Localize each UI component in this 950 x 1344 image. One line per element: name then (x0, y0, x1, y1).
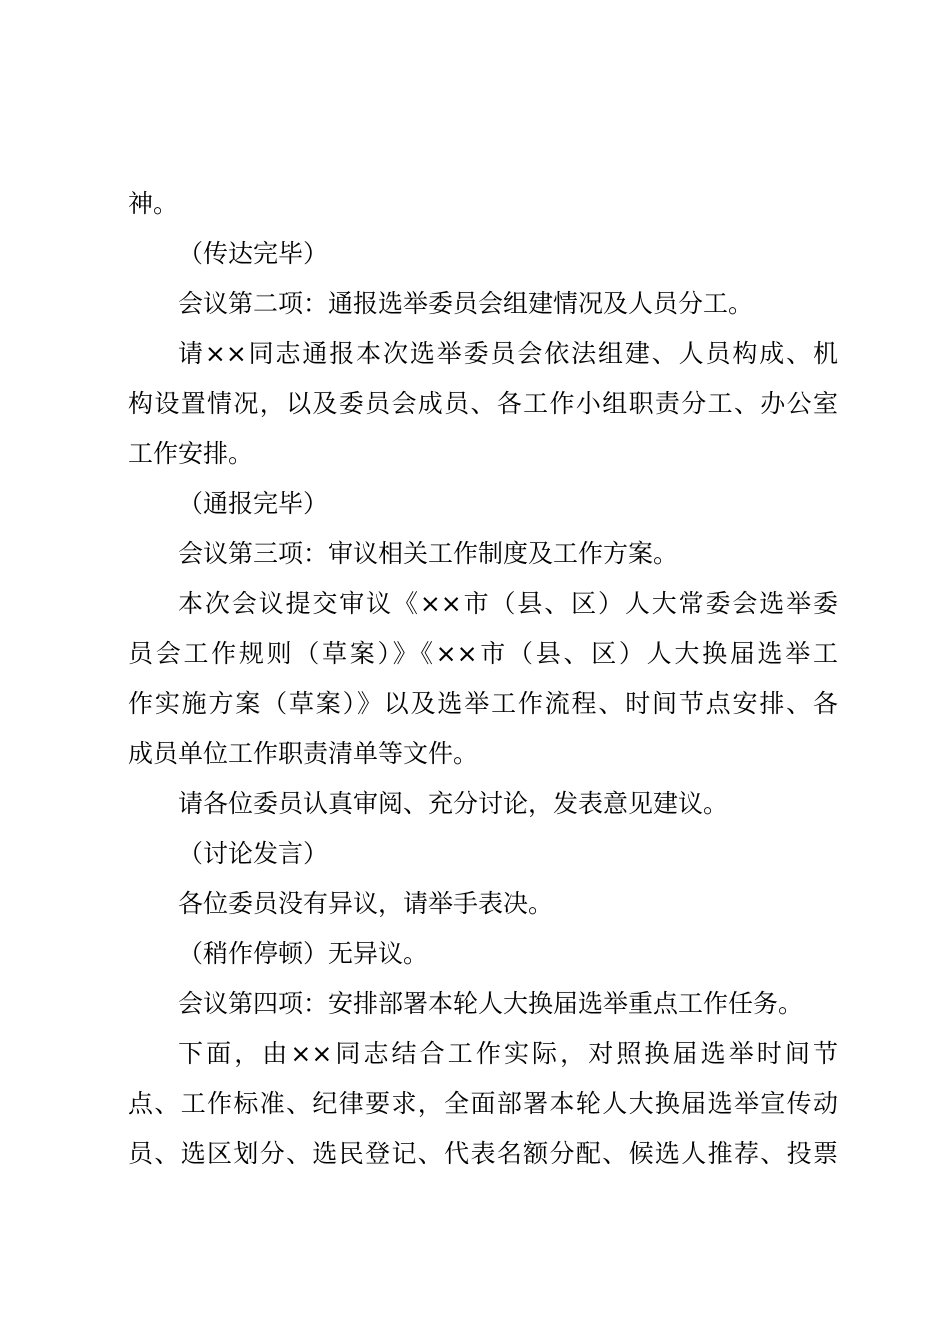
text-line: 工作安排。 (128, 439, 254, 468)
text-line: （传达完毕） (178, 239, 329, 268)
text-line: （讨论发言） (178, 839, 329, 868)
text-line: 各位委员没有异议，请举手表决。 (178, 889, 554, 918)
text-line: 员会工作规则（草案）》《××市（县、区）人大换届选举工 (128, 639, 838, 668)
text-line: 构设置情况，以及委员会成员、各工作小组职责分工、办公室 (128, 389, 838, 418)
text-line: 神。 (128, 189, 179, 218)
text-line: 点、工作标准、纪律要求，全面部署本轮人大换届选举宣传动 (128, 1089, 838, 1118)
text-line: 下面，由××同志结合工作实际，对照换届选举时间节 (178, 1039, 838, 1068)
text-line: 作实施方案（草案）》以及选举工作流程、时间节点安排、各 (128, 689, 838, 718)
text-line: 会议第三项：审议相关工作制度及工作方案。 (178, 539, 679, 568)
text-line: 成员单位工作职责清单等文件。 (128, 739, 479, 768)
text-line: 本次会议提交审议《××市（县、区）人大常委会选举委 (178, 589, 838, 618)
text-line: 会议第四项：安排部署本轮人大换届选举重点工作任务。 (178, 989, 804, 1018)
text-line: 请××同志通报本次选举委员会依法组建、人员构成、机 (178, 339, 838, 368)
text-line: （稍作停顿）无异议。 (178, 939, 429, 968)
text-line: （通报完毕） (178, 489, 329, 518)
text-line: 员、选区划分、选民登记、代表名额分配、候选人推荐、投票 (128, 1139, 838, 1168)
text-line: 会议第二项：通报选举委员会组建情况及人员分工。 (178, 289, 754, 318)
text-line: 请各位委员认真审阅、充分讨论，发表意见建议。 (178, 789, 729, 818)
